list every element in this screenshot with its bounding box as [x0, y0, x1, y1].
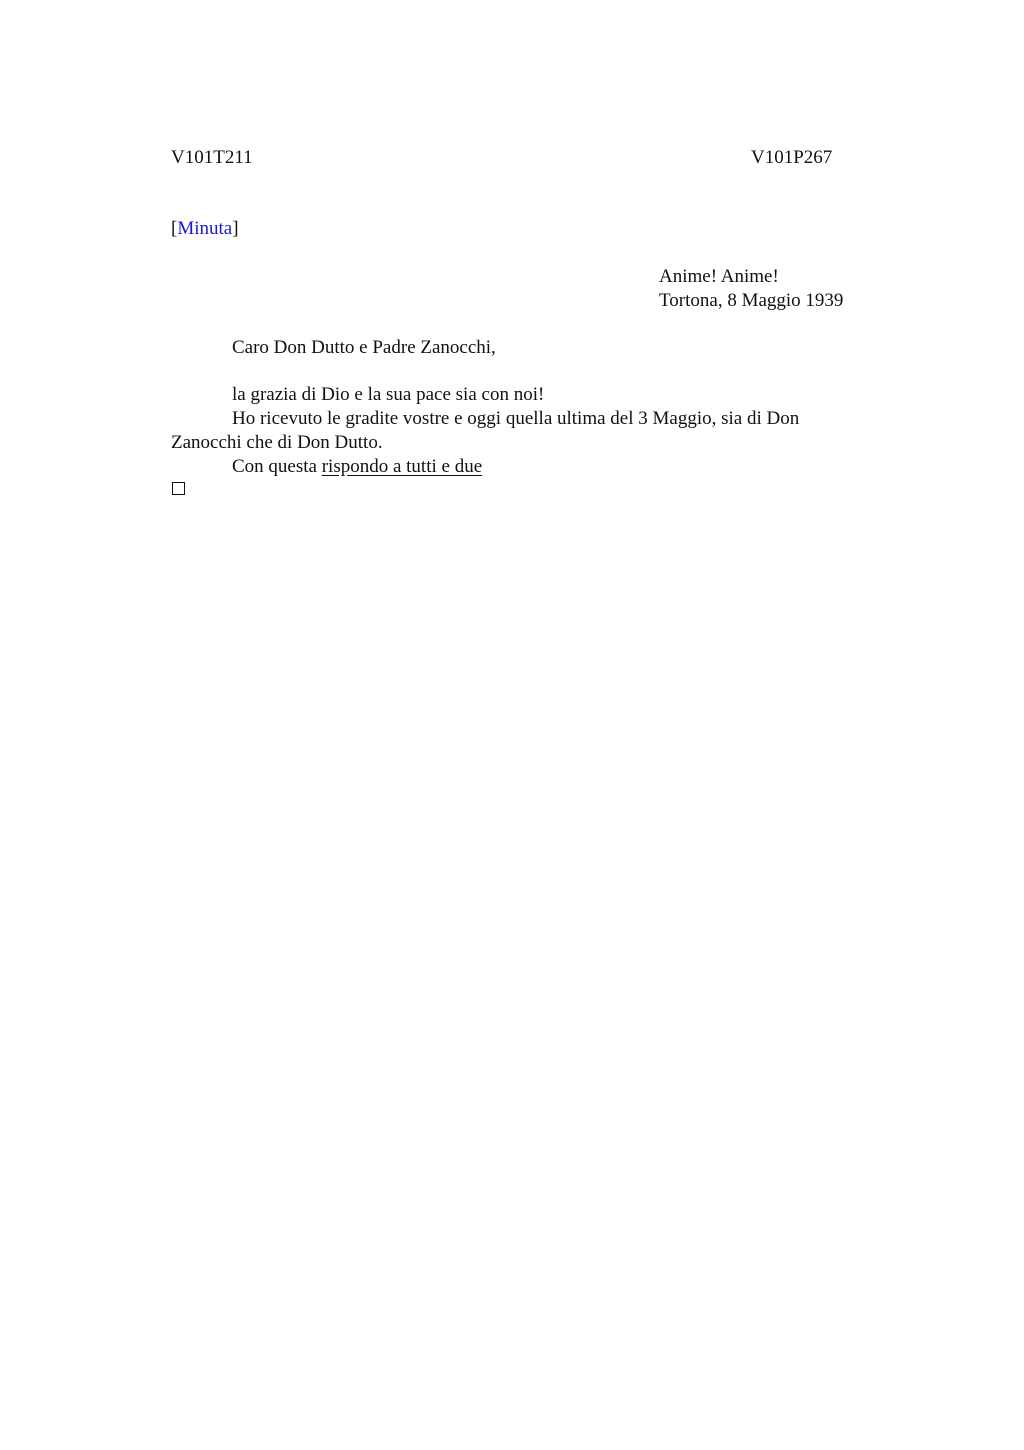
draft-note-open-bracket: [	[171, 218, 178, 239]
dateline-motto: Anime! Anime!	[659, 266, 779, 287]
document-code-right: V101P267	[751, 147, 833, 168]
letter-reply-underlined: rispondo a tutti e due	[321, 456, 483, 477]
letter-line-received: Ho ricevuto le gradite vostre e oggi quella ultima del 3 Maggio, sia di Don	[232, 408, 800, 429]
square-placeholder-icon	[172, 482, 185, 495]
draft-note-label: Minuta	[177, 218, 233, 239]
letter-line-received-cont: Zanocchi che di Don Dutto.	[171, 432, 383, 453]
document-code-left: V101T211	[171, 147, 253, 168]
letter-reply-prefix: Con questa	[232, 456, 322, 477]
draft-note-close-bracket: ]	[232, 218, 239, 239]
letter-salutation: Caro Don Dutto e Padre Zanocchi,	[232, 337, 496, 358]
draft-note	[171, 217, 239, 241]
letter-line-greeting: la grazia di Dio e la sua pace sia con noi!	[232, 384, 545, 405]
letter-line-reply	[232, 455, 482, 479]
dateline-place-date: Tortona, 8 Maggio 1939	[659, 290, 844, 311]
